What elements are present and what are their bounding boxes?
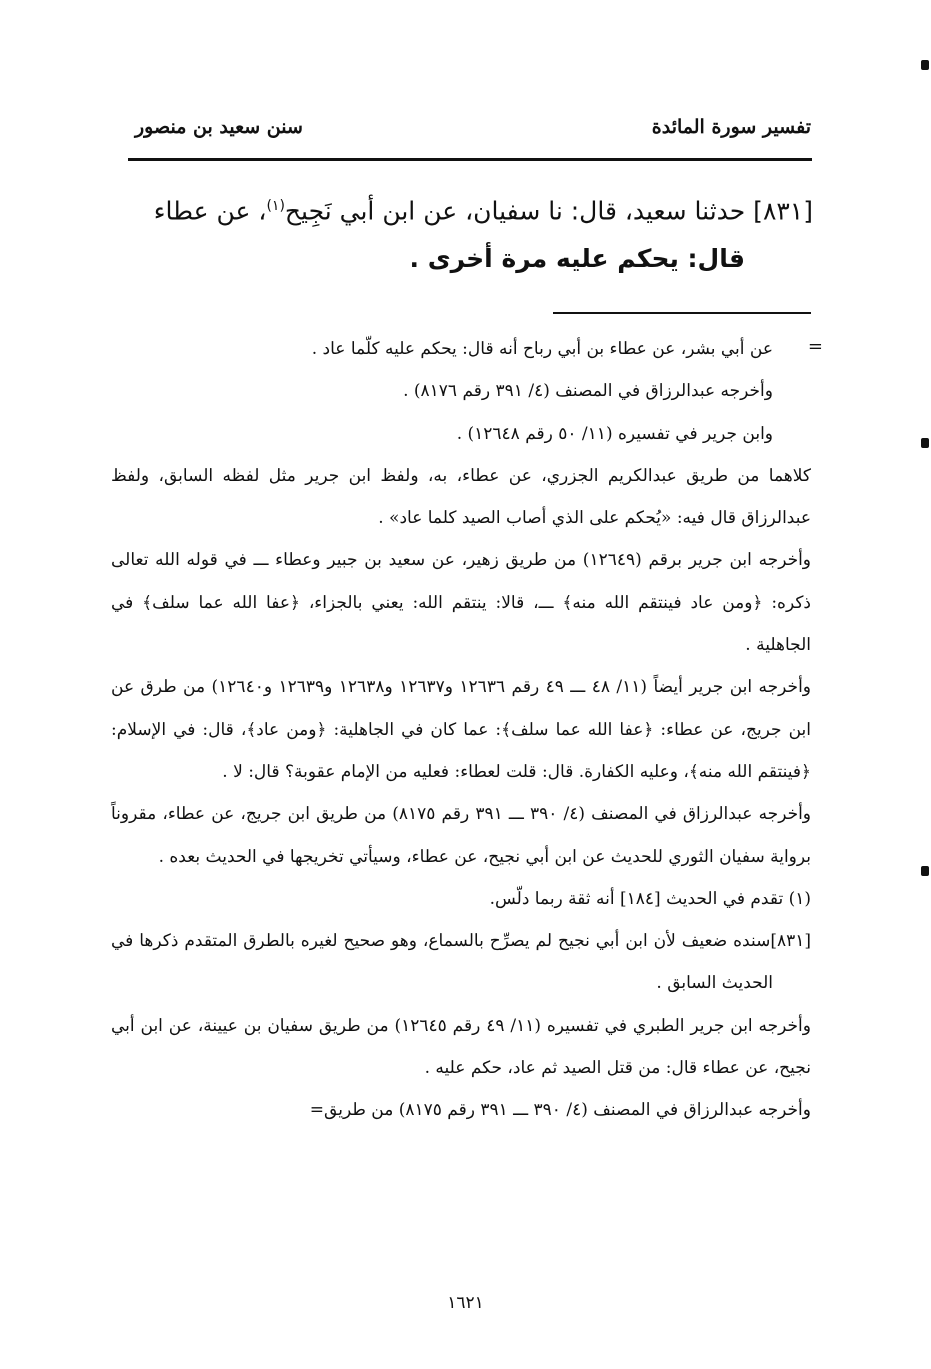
scan-mark <box>921 866 929 876</box>
hadith-line-2: قال: يحكم عليه مرة أخرى . <box>409 244 745 274</box>
page-number: ١٦٢١ <box>447 1293 484 1313</box>
hadith-line-1: [٨٣١] حدثنا سعيد، قال: نا سفيان، عن ابن أبي نَجِيح <box>284 196 813 226</box>
hadith-text <box>113 182 813 283</box>
scan-mark <box>921 438 929 448</box>
scan-mark <box>921 60 929 70</box>
commentary-line: [٨٣١]سنده ضعيف لأن ابن أبي نجيح لم يصرِّح بالسماع، وهو صحيح لغيره بالطرق المتقدم ذكرها في الحديث السابق . <box>111 931 811 994</box>
commentary-line: وأخرجه عبدالرزاق في المصنف (٤/ ٣٩٠ ـــ ٣٩١ رقم ٨١٧٥) من طريق= <box>309 1100 811 1121</box>
footnote-reference: (١) <box>266 198 285 214</box>
note-line: كلاهما من طريق عبدالكريم الجزري، عن عطاء، به، ولفظ ابن جرير مثل لفظه السابق، ولفظ عبدالرزاق قال فيه: «يُحكم على الذي أصاب الصيد كلما عاد» . <box>111 465 811 529</box>
footnotes-block <box>111 328 811 1132</box>
footnote-1: (١) تقدم في الحديث [١٨٤] أنه ثقة ربما دلّس. <box>489 888 811 909</box>
header-rule <box>128 158 812 161</box>
running-header-chapter: تفسير سورة المائدة <box>651 116 811 138</box>
note-line: عن أبي بشر، عن عطاء بن أبي رباح أنه قال: يحكم عليه كلّما عاد . <box>311 339 773 359</box>
hadith-line-1-end: ، عن عطاء <box>153 196 267 226</box>
note-line: وأخرجه ابن جرير أيضاً (١١/ ٤٨ ـــ ٤٩ رقم ١٢٦٣٦ و١٢٦٣٧ و١٢٦٣٨ و١٢٦٣٩ و١٢٦٤٠) من طرق عن ابن جريج، عن عطاء: ﴿عفا الله عما سلف﴾: عما كان في الجاهلية: ﴿ومن عاد﴾، قال: في الإسلام: ﴿فينتقم الله منه﴾، وعليه الكفارة. قال: قلت لعطاء: فعليه من الإمام عقوبة؟ قال: لا . <box>111 677 811 782</box>
note-line: وأخرجه عبدالرزاق في المصنف (٤/ ٣٩٠ ـــ ٣٩١ رقم ٨١٧٥) من طريق ابن جريج، عن عطاء، مقروناً برواية سفيان الثوري للحديث عن ابن أبي نجيح، عن عطاء، وسيأتي تخريجها في الحديث بعده . <box>111 804 812 867</box>
note-line: وأخرجه ابن جرير برقم (١٢٦٤٩) من طريق زهير، عن سعيد بن جبير وعطاء ـــ في قوله الله تعالى ذكره: ﴿ومن عاد فينتقم الله منه﴾ ـــ، قالا: ينتقم الله: يعني بالجزاء، ﴿عفا الله عما سلف﴾ في الجاهلية . <box>111 550 812 656</box>
footnote-rule <box>553 312 811 314</box>
running-header-book: سنن سعيد بن منصور <box>135 116 303 138</box>
continuation-mark: = <box>807 336 823 357</box>
commentary-line: وأخرجه ابن جرير الطبري في تفسيره (١١/ ٤٩ رقم ١٢٦٤٥) من طريق سفيان بن عيينة، عن ابن أبي نجيح، عن عطاء قال: من قتل الصيد ثم عاد، حكم عليه . <box>111 1015 811 1079</box>
note-line: وابن جرير في تفسيره (١١/ ٥٠ رقم ١٢٦٤٨) . <box>456 423 773 444</box>
note-line: وأخرجه عبدالرزاق في المصنف (٤/ ٣٩١ رقم ٨١٧٦) . <box>403 381 773 402</box>
